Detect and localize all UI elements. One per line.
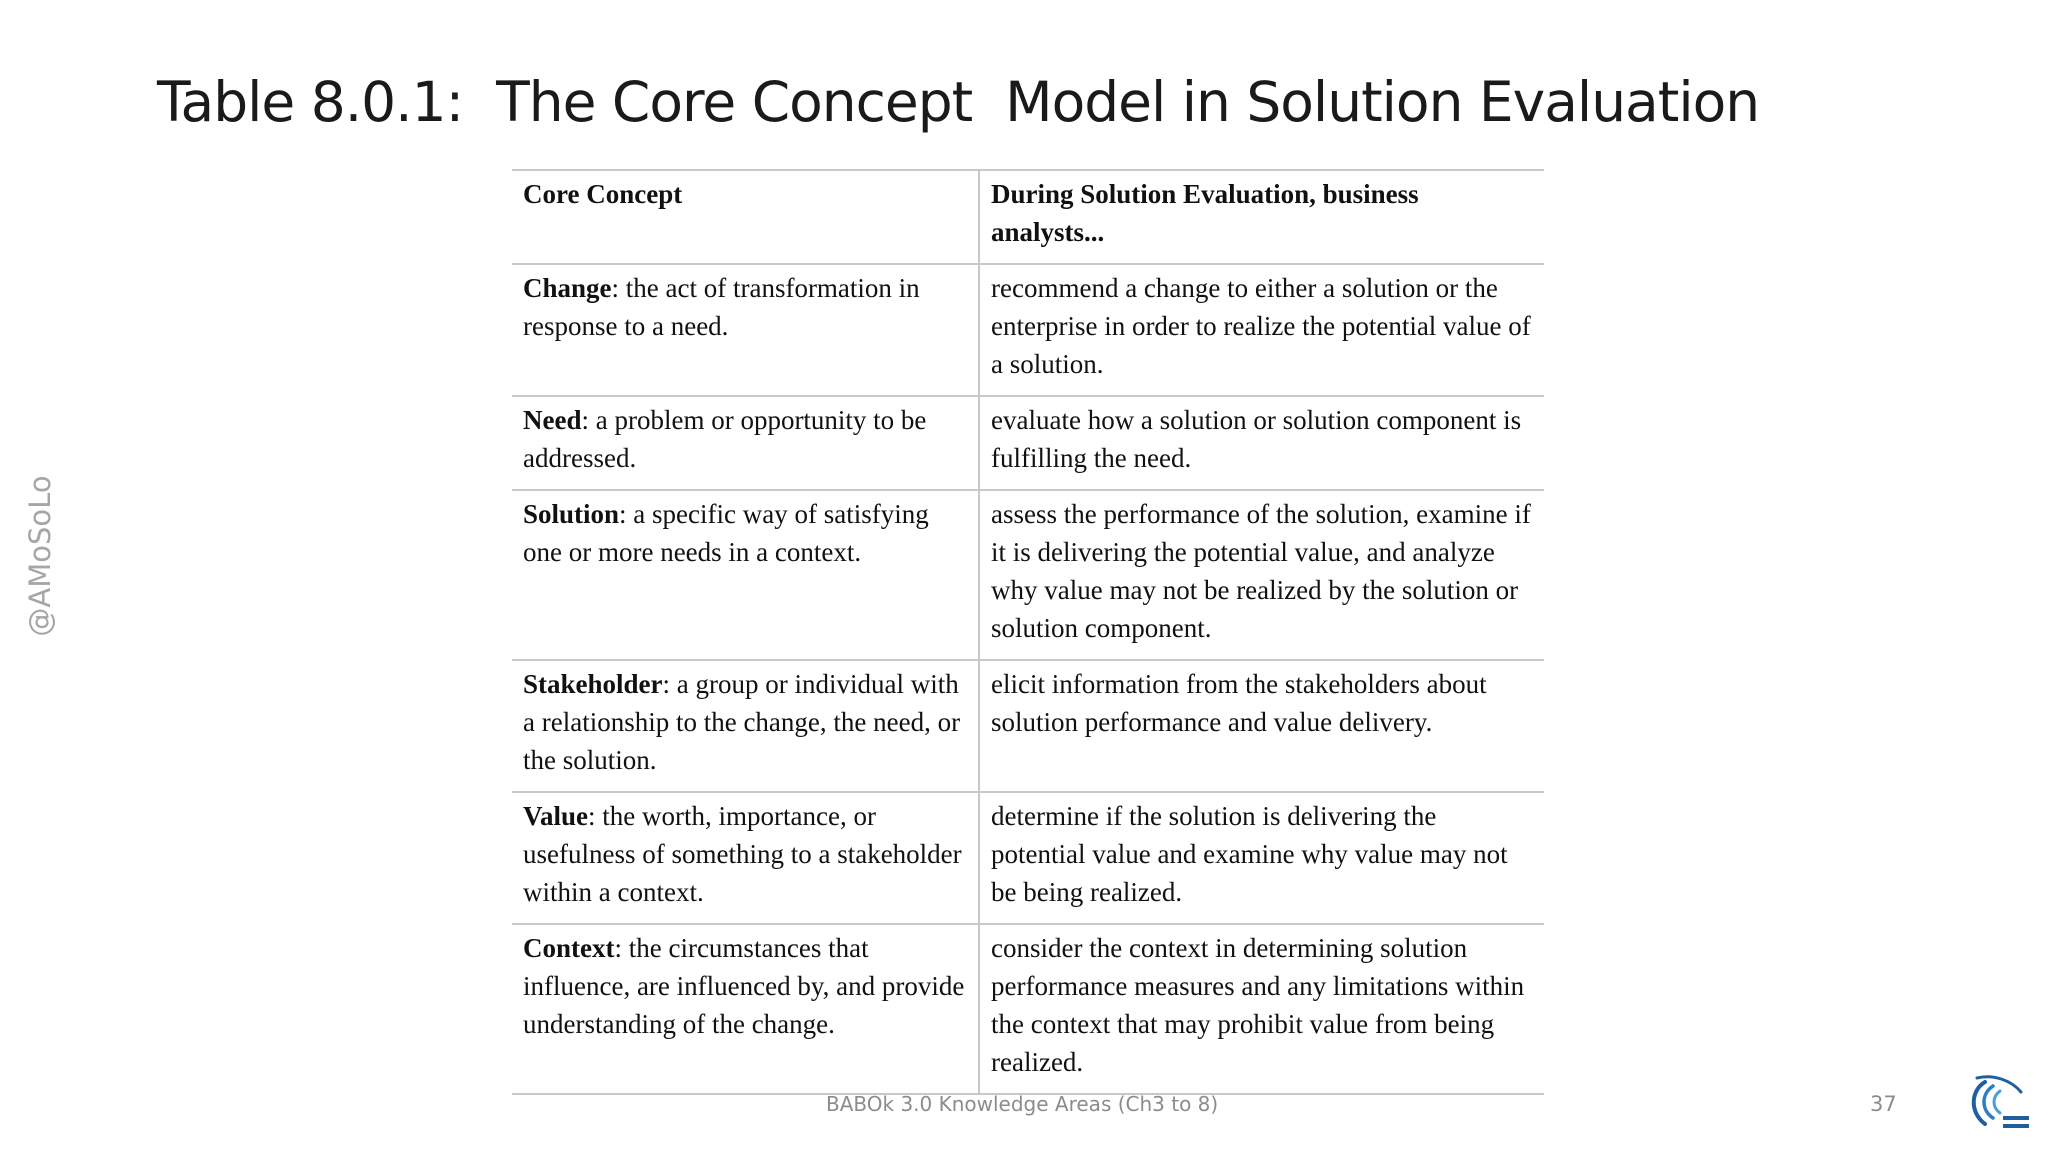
- concept-definition: : a problem or opportunity to be addressed.: [523, 405, 927, 473]
- page-number: 37: [1870, 1092, 1897, 1116]
- concept-cell: [512, 660, 979, 792]
- author-watermark: @AMoSoLo: [23, 475, 57, 637]
- header-core-concept: Core Concept: [512, 170, 979, 264]
- concept-term: Value: [523, 801, 589, 831]
- concept-definition: : the act of transformation in response to a need.: [523, 273, 920, 341]
- concept-definition: : a specific way of satisfying one or more needs in a context.: [523, 499, 929, 567]
- concept-term: Stakeholder: [523, 669, 663, 699]
- concept-term: Change: [523, 273, 612, 303]
- table-row: [512, 924, 1544, 1094]
- table-row: [512, 792, 1544, 924]
- concept-definition: : a group or individual with a relationship to the change, the need, or the solution.: [523, 669, 961, 775]
- concept-term: Context: [523, 933, 615, 963]
- concept-cell: [512, 924, 979, 1094]
- activity-cell: determine if the solution is delivering the potential value and examine why value may not be being realized.: [979, 792, 1544, 924]
- table-header-row: [512, 170, 1544, 264]
- header-solution-evaluation: During Solution Evaluation, business analysts...: [979, 170, 1544, 264]
- concept-term: Solution: [523, 499, 620, 529]
- concept-cell: [512, 490, 979, 660]
- activity-cell: elicit information from the stakeholders about solution performance and value delivery.: [979, 660, 1544, 792]
- activity-cell: consider the context in determining solution performance measures and any limitations within the context that may prohibit value from being realized.: [979, 924, 1544, 1094]
- slide-footer: BABOk 3.0 Knowledge Areas (Ch3 to 8): [826, 1092, 1219, 1116]
- concept-cell: [512, 264, 979, 396]
- core-concept-table: [512, 169, 1544, 1095]
- activity-cell: assess the performance of the solution, examine if it is delivering the potential value, and analyze why value may not be realized by the solution or solution component.: [979, 490, 1544, 660]
- concept-cell: [512, 396, 979, 490]
- table-row: [512, 660, 1544, 792]
- table-row: [512, 264, 1544, 396]
- activity-cell: evaluate how a solution or solution component is fulfilling the need.: [979, 396, 1544, 490]
- table-row: [512, 396, 1544, 490]
- table-row: [512, 490, 1544, 660]
- concept-term: Need: [523, 405, 582, 435]
- activity-cell: recommend a change to either a solution or the enterprise in order to realize the potential value of a solution.: [979, 264, 1544, 396]
- icasit-logo-icon: [1963, 1072, 2033, 1134]
- slide-title: Table 8.0.1: The Core Concept Model in Solution Evaluation: [157, 70, 1760, 134]
- concept-cell: [512, 792, 979, 924]
- concept-definition: : the worth, importance, or usefulness of something to a stakeholder within a context.: [523, 801, 962, 907]
- concept-definition: : the circumstances that influence, are influenced by, and provide understanding of the change.: [523, 933, 965, 1039]
